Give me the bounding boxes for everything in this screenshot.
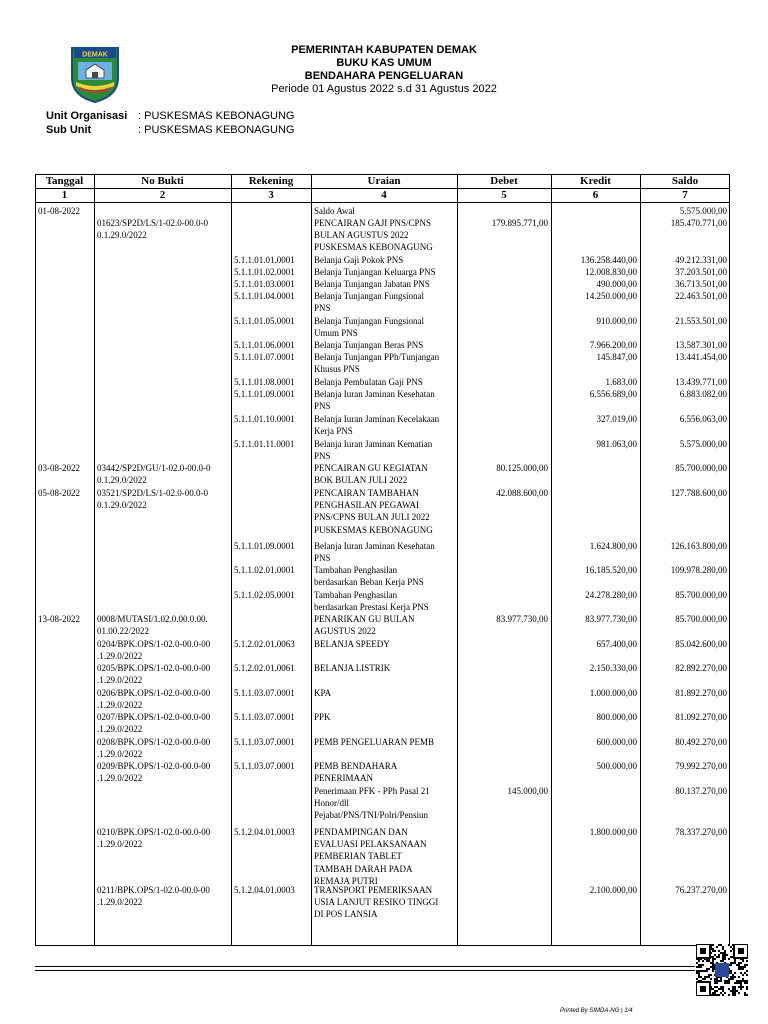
cell-saldo: 36.713.501,00 [675,279,727,289]
cell-bukti: 0209/BPK.OPS/1-02.0-00.0-00 .1.29.0/2022 [97,761,211,784]
cell-kredit: 600.000,00 [596,737,637,747]
cell-kredit: 327.019,00 [596,414,637,424]
cell-kredit: 500.000,00 [596,761,637,771]
cell-kredit: 12.008.830,00 [585,267,637,277]
cell-bukti: 0008/MUTASI/1.02.0.00.0.00. 01.00.22/2022 [97,614,208,637]
cell-saldo: 37.203.501,00 [675,267,727,277]
cell-bukti: 0210/BPK.OPS/1-02.0-00.0-00 .1.29.0/2022 [97,827,211,850]
cell-rekening: 5.1.1.03.07.0001 [234,688,295,698]
cell-tanggal: 13-08-2022 [38,614,80,624]
cell-saldo: 80.492.270,00 [675,737,727,747]
printed-by-text: Printed By SIMDA-NG | 1/4 [560,1008,633,1014]
unit-organisasi-label: Unit Organisasi [46,110,128,122]
cell-rekening: 5.1.1.01.10.0001 [234,414,295,424]
header-no-bukti: No Bukti [141,175,184,187]
cell-uraian: BELANJA LISTRIK [314,663,391,673]
cell-saldo: 127.788.600,00 [670,488,727,498]
column-number: 7 [682,189,688,201]
cell-rekening: 5.1.1.03.07.0001 [234,712,295,722]
cell-kredit: 2.150.330,00 [589,663,637,673]
cell-saldo: 82.892.270,00 [675,663,727,673]
column-divider [457,174,458,946]
cell-uraian: PENDAMPINGAN DAN EVALUASI PELAKSANAAN PEMBERIAN TABLET TAMBAH DARAH PADA REMAJA PUTRI [314,827,427,886]
cell-saldo: 21.553.501,00 [675,316,727,326]
cell-uraian: KPA [314,688,332,698]
cell-saldo: 85.700.000,00 [675,590,727,600]
cell-uraian: Belanja Tunjangan Beras PNS [314,340,424,350]
cell-bukti: 0207/BPK.OPS/1-02.0-00.0-00 .1.29.0/2022 [97,712,211,735]
column-number: 4 [381,189,387,201]
cell-saldo: 81.092.270,00 [675,712,727,722]
header-title: PEMERINTAH KABUPATEN DEMAK [291,44,477,56]
cell-rekening: 5.1.1.01.08.0001 [234,377,295,387]
cell-saldo: 85.700.000,00 [675,463,727,473]
cell-uraian: Belanja Iuran Jaminan Kecelakaan Kerja PNS [314,414,440,437]
cell-uraian: Belanja Tunjangan PPh/Tunjangan Khusus PNS [314,352,440,375]
cell-bukti: 0208/BPK.OPS/1-02.0-00.0-00 .1.29.0/2022 [97,737,211,760]
qr-code [696,944,748,996]
cell-bukti: 0204/BPK.OPS/1-02.0-00.0-00 .1.29.0/2022 [97,639,211,662]
cell-rekening: 5.1.2.02.01.0061 [234,663,295,673]
cell-tanggal: 01-08-2022 [38,206,80,216]
header-tanggal: Tanggal [45,175,84,187]
cell-rekening: 5.1.1.03.07.0001 [234,737,295,747]
cell-rekening: 5.1.1.03.07.0001 [234,761,295,771]
cell-uraian: PPK [314,712,331,722]
unit-organisasi-value: : PUSKESMAS KEBONAGUNG [138,110,295,122]
cell-uraian: Tambahan Penghasilan berdasarkan Prestasi Kerja PNS [314,590,429,613]
cell-rekening: 5.1.1.02.05.0001 [234,590,295,600]
cell-bukti: 0205/BPK.OPS/1-02.0-00.0-00 .1.29.0/2022 [97,663,211,686]
cell-kredit: 14.250.000,00 [585,291,637,301]
column-number: 1 [61,189,68,201]
cell-uraian: Belanja Tunjangan Fungsional PNS [314,291,424,314]
cell-kredit: 1.624.800,00 [589,541,637,551]
cell-saldo: 5.575.000,00 [679,439,727,449]
cell-tanggal: 03-08-2022 [38,463,80,473]
cell-bukti: 0206/BPK.OPS/1-02.0-00.0-00 .1.29.0/2022 [97,688,211,711]
column-divider [311,174,312,946]
cell-saldo: 81.892.270,00 [675,688,727,698]
cell-debet: 80.125.000,00 [496,463,548,473]
header-saldo: Saldo [671,175,699,187]
cell-bukti: 01623/SP2D/LS/1-02.0-00.0-0 0.1.29.0/2022 [97,218,209,241]
cell-bukti: 03521/SP2D/LS/1-02.0-00.0-0 0.1.29.0/2022 [97,488,209,511]
column-number: 3 [268,189,274,201]
logo-text: DEMAK [82,51,108,59]
cell-kredit: 490.000,00 [596,279,637,289]
footer-line [35,966,695,967]
cell-uraian: PENARIKAN GU BULAN AGUSTUS 2022 [314,614,415,637]
cell-uraian: PENCAIRAN TAMBAHAN PENGHASILAN PEGAWAI PNS/CPNS BULAN JULI 2022 PUSKESMAS KEBONAGUNG [314,488,433,535]
cell-kredit: 24.278.280,00 [585,590,637,600]
cell-saldo: 85.042.600,00 [675,639,727,649]
unit-organisasi-row [46,110,294,123]
cell-saldo: 109.978.280,00 [670,565,727,575]
cell-rekening: 5.1.1.01.11.0001 [234,439,295,449]
cell-rekening: 5.1.1.01.07.0001 [234,352,295,362]
cell-rekening: 5.1.2.02.01.0063 [234,639,295,649]
cell-kredit: 657.400,00 [596,639,637,649]
cell-kredit: 6.556.689,00 [589,389,637,399]
cell-rekening: 5.1.1.01.09.0001 [234,389,295,399]
footer-line [35,970,695,971]
cell-uraian: PEMB PENGELUARAN PEMB [314,737,435,747]
cell-bukti: 03442/SP2D/GU/1-02.0-00.0-0 0.1.29.0/2022 [97,463,211,486]
cell-saldo: 49.212.331,00 [675,255,727,265]
cell-uraian: Belanja Iuran Jaminan Kesehatan PNS [314,541,435,564]
column-number: 6 [592,189,599,201]
cell-rekening: 5.1.1.01.03.0001 [234,279,295,289]
cell-kredit: 7.966.200,00 [589,340,637,350]
cell-saldo: 79.992.270,00 [675,761,727,771]
cell-kredit: 2.100.000,00 [589,885,637,895]
cell-uraian: TRANSPORT PEMERIKSAAN USIA LANJUT RESIKO TINGGI DI POS LANSIA [314,885,439,920]
column-number: 2 [159,189,166,201]
cell-kredit: 136.258.440,00 [580,255,637,265]
column-divider [551,174,552,946]
sub-unit-label: Sub Unit [46,124,92,136]
cell-saldo: 13.587.301,00 [675,340,727,350]
cell-uraian: Belanja Iuran Jaminan Kematian PNS [314,439,433,462]
cell-rekening: 5.1.1.01.04.0001 [234,291,295,301]
header-debet: Debet [490,175,518,187]
cell-saldo: 85.700.000,00 [675,614,727,624]
cell-uraian: Belanja Pembulatan Gaji PNS [314,377,423,387]
cell-debet: 145.000,00 [507,786,548,796]
cell-saldo: 126.163.800,00 [670,541,727,551]
cell-kredit: 981.063,00 [596,439,637,449]
cell-uraian: Belanja Tunjangan Fungsional Umum PNS [314,316,424,339]
cell-saldo: 22.463.501,00 [675,291,727,301]
cell-debet: 83.977.730,00 [496,614,548,624]
header-uraian: Uraian [367,175,401,187]
column-divider [94,174,95,946]
period-text: Periode 01 Agustus 2022 s.d 31 Agustus 2022 [271,83,497,95]
cell-uraian: Belanja Tunjangan Keluarga PNS [314,267,436,277]
sub-unit-value: : PUSKESMAS KEBONAGUNG [138,124,295,136]
cell-saldo: 80.137.270,00 [675,786,727,796]
cell-saldo: 6.883.082,00 [679,389,727,399]
cell-saldo: 76.237.270,00 [675,885,727,895]
cell-rekening: 5.1.1.01.09.0001 [234,541,295,551]
header-rekening: Rekening [248,175,294,187]
cell-uraian: PENCAIRAN GU KEGIATAN BOK BULAN JULI 2022 [314,463,428,486]
cell-kredit: 910.000,00 [596,316,637,326]
cell-saldo: 6.556.063,00 [679,414,727,424]
cell-rekening: 5.1.1.02.01.0001 [234,565,295,575]
cell-bukti: 0211/BPK.OPS/1-02.0-00.0-00 .1.29.0/2022 [97,885,210,908]
cell-rekening: 5.1.1.01.06.0001 [234,340,295,350]
cell-kredit: 83.977.730,00 [585,614,637,624]
header-subtitle-2: BENDAHARA PENGELUARAN [304,70,464,82]
column-divider [640,174,641,946]
column-divider [231,174,232,946]
cell-saldo: 78.337.270,00 [675,827,727,837]
cell-uraian: PEMB BENDAHARA PENERIMAAN [314,761,398,784]
cell-rekening: 5.1.1.01.05.0001 [234,316,295,326]
cell-kredit: 16.185.520,00 [585,565,637,575]
cell-saldo: 13.441.454,00 [675,352,727,362]
cell-uraian: Belanja Gaji Pokok PNS [314,255,404,265]
cell-uraian: BELANJA SPEEDY [314,639,390,649]
column-number: 5 [501,189,507,201]
cell-uraian: PENCAIRAN GAJI PNS/CPNS BULAN AGUSTUS 2022 PUSKESMAS KEBONAGUNG [314,218,433,253]
cell-rekening: 5.1.2.04.01.0003 [234,827,295,837]
cell-uraian: Saldo Awal [314,206,355,216]
cell-rekening: 5.1.2.04.01.0003 [234,885,295,895]
cell-tanggal: 05-08-2022 [38,488,80,498]
cell-kredit: 800.000,00 [596,712,637,722]
cell-rekening: 5.1.1.01.02.0001 [234,267,295,277]
cell-debet: 42.088.600,00 [496,488,548,498]
cell-uraian: Tambahan Penghasilan berdasarkan Beban Kerja PNS [314,565,424,588]
cell-saldo: 13.439.771,00 [675,377,727,387]
cell-kredit: 1.000.000,00 [589,688,637,698]
cell-uraian: Belanja Iuran Jaminan Kesehatan PNS [314,389,435,412]
cell-rekening: 5.1.1.01.01.0001 [234,255,295,265]
cell-kredit: 1.800.000,00 [589,827,637,837]
cell-saldo: 5.575.000,00 [679,206,727,216]
sub-unit-row [46,124,294,137]
header-divider [35,202,730,203]
cell-debet: 179.895.771,00 [491,218,548,228]
cell-saldo: 185.470.771,00 [670,218,727,228]
header-kredit: Kredit [580,175,611,187]
cell-uraian: Penerimaan PFK - PPh Pasal 21 Honor/dll Pejabat/PNS/TNI/Polri/Pensiun [314,786,430,821]
cell-kredit: 1.683,00 [605,377,637,387]
cell-uraian: Belanja Tunjangan Jabatan PNS [314,279,430,289]
cell-kredit: 145.847,00 [596,352,637,362]
header-subtitle: BUKU KAS UMUM [336,57,432,69]
